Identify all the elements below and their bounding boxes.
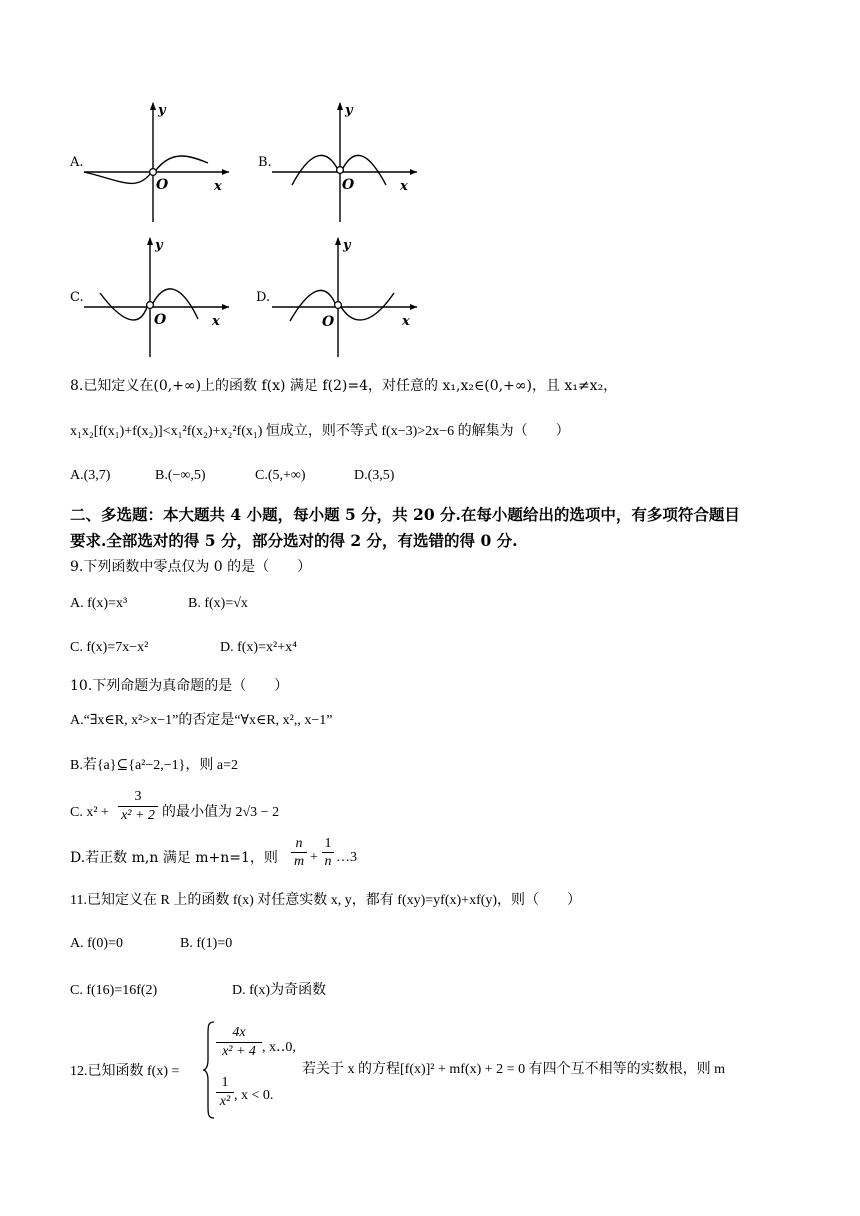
q9-stem: 9.下列函数中零点仅为 0 的是（ ）	[70, 559, 312, 575]
graph-b-y-label: y	[345, 103, 353, 118]
q12-piecewise-brace	[202, 1020, 216, 1120]
q10-option-c-fraction	[118, 788, 158, 825]
q10-option-d-fraction1	[291, 835, 307, 870]
q8-option-d: D.(3,5)	[354, 468, 395, 483]
q10-option-c-suffix: 的最小值为 2√3 − 2	[162, 805, 280, 820]
q11-option-b: B. f(1)=0	[180, 936, 233, 951]
q12-prefix: 12.已知函数 f(x) =	[70, 1064, 180, 1079]
q11-option-d: D. f(x)为奇函数	[232, 983, 327, 998]
q10-option-d-prefix: D.若正数 m,n 满足 m+n=1，则	[70, 850, 278, 866]
q10-c-fraction-denominator: x² + 2	[121, 808, 155, 823]
q8-option-a: A.(3,7)	[70, 468, 111, 483]
section2-heading-line2: 要求.全部选对的得 5 分，部分选对的得 2 分，有选错的得 0 分.	[70, 531, 518, 550]
graph-b	[272, 100, 422, 225]
graph-d-x-label: x	[402, 314, 410, 329]
q12-case2-condition: , x < 0.	[234, 1088, 274, 1103]
section2-heading-line1: 二、多选题：本大题共 4 小题，每小题 5 分，共 20 分.在每小题给出的选项中，有多项符合题目	[70, 505, 740, 524]
q10-d-fraction2-numerator: 1	[324, 836, 332, 851]
q11-option-a: A. f(0)=0	[70, 936, 123, 951]
q12-case1-fraction	[216, 1024, 262, 1061]
q12-suffix: 若关于 x 的方程[f(x)]² + mf(x) + 2 = 0 有四个互不相等的实数根，则 m	[302, 1062, 725, 1077]
q10-option-b: B.若{a}⊆{a²−2,−1}，则 a=2	[70, 758, 238, 773]
graph-b-origin-label: O	[342, 177, 355, 193]
graph-c-x-label: x	[212, 314, 220, 329]
q10-option-d-plus: +	[310, 850, 318, 865]
graph-c-label: C.	[70, 290, 84, 305]
q10-option-a: A.“∃x∈R, x²>x−1”的否定是“∀x∈R, x²,, x−1”	[70, 713, 333, 728]
graph-a	[84, 100, 234, 225]
q12-case2-denominator: x²	[219, 1094, 231, 1109]
q12-case2-numerator: 1	[221, 1075, 229, 1090]
q10-stem: 10.下列命题为真命题的是（ ）	[70, 678, 289, 694]
graph-d-label: D.	[256, 290, 271, 305]
q10-option-d-fraction2	[322, 835, 334, 870]
q12-case2-fraction	[216, 1074, 234, 1111]
q11-option-c: C. f(16)=16f(2)	[70, 983, 158, 998]
q10-option-d-suffix: …3	[336, 850, 357, 865]
q11-stem: 11.已知定义在 R 上的函数 f(x) 对任意实数 x, y，都有 f(xy)=yf(x)+xf(y)，则（ ）	[70, 893, 582, 908]
graph-a-x-label: x	[214, 179, 222, 194]
q9-option-a: A. f(x)=x³	[70, 596, 128, 611]
q8-line2: x₁x₂[f(x₁)+f(x₂)]<x₁²f(x₂)+x₂²f(x₁) 恒成立，则不等式 f(x−3)>2x−6 的解集为（ ）	[70, 424, 570, 439]
graph-d-y-label: y	[343, 238, 351, 253]
q10-c-fraction-numerator: 3	[134, 789, 142, 804]
q10-d-fraction1-denominator: m	[293, 854, 305, 869]
q12-case1-numerator: 4x	[232, 1025, 246, 1040]
graph-c	[84, 235, 234, 360]
q9-option-d: D. f(x)=x²+x⁴	[220, 640, 297, 655]
q10-d-fraction2-denominator: n	[324, 854, 332, 869]
q9-option-c: C. f(x)=7x−x²	[70, 640, 149, 655]
graph-b-label: B.	[258, 155, 272, 170]
graph-c-origin-label: O	[154, 312, 167, 328]
graph-d-origin-label: O	[322, 314, 335, 330]
graph-b-x-label: x	[400, 179, 408, 194]
q12-case1-denominator: x² + 4	[222, 1044, 256, 1059]
graph-d	[272, 235, 422, 360]
graph-a-label: A.	[70, 155, 84, 170]
graph-a-y-label: y	[158, 103, 166, 118]
q12-case1-condition: , x‥0,	[262, 1040, 296, 1055]
q9-option-b: B. f(x)=√x	[188, 596, 248, 611]
q10-option-c-prefix: C. x² +	[70, 805, 109, 820]
q10-d-fraction1-numerator: n	[295, 836, 303, 851]
q8-line1: 8.已知定义在(0,+∞)上的函数 f(x) 满足 f(2)=4，对任意的 x₁,x₂∈(0,+∞)，且 x₁≠x₂，	[70, 378, 618, 394]
graph-c-y-label: y	[155, 238, 163, 253]
q8-option-b: B.(−∞,5)	[155, 468, 206, 483]
graph-a-origin-label: O	[156, 177, 169, 193]
q8-option-c: C.(5,+∞)	[255, 468, 306, 483]
